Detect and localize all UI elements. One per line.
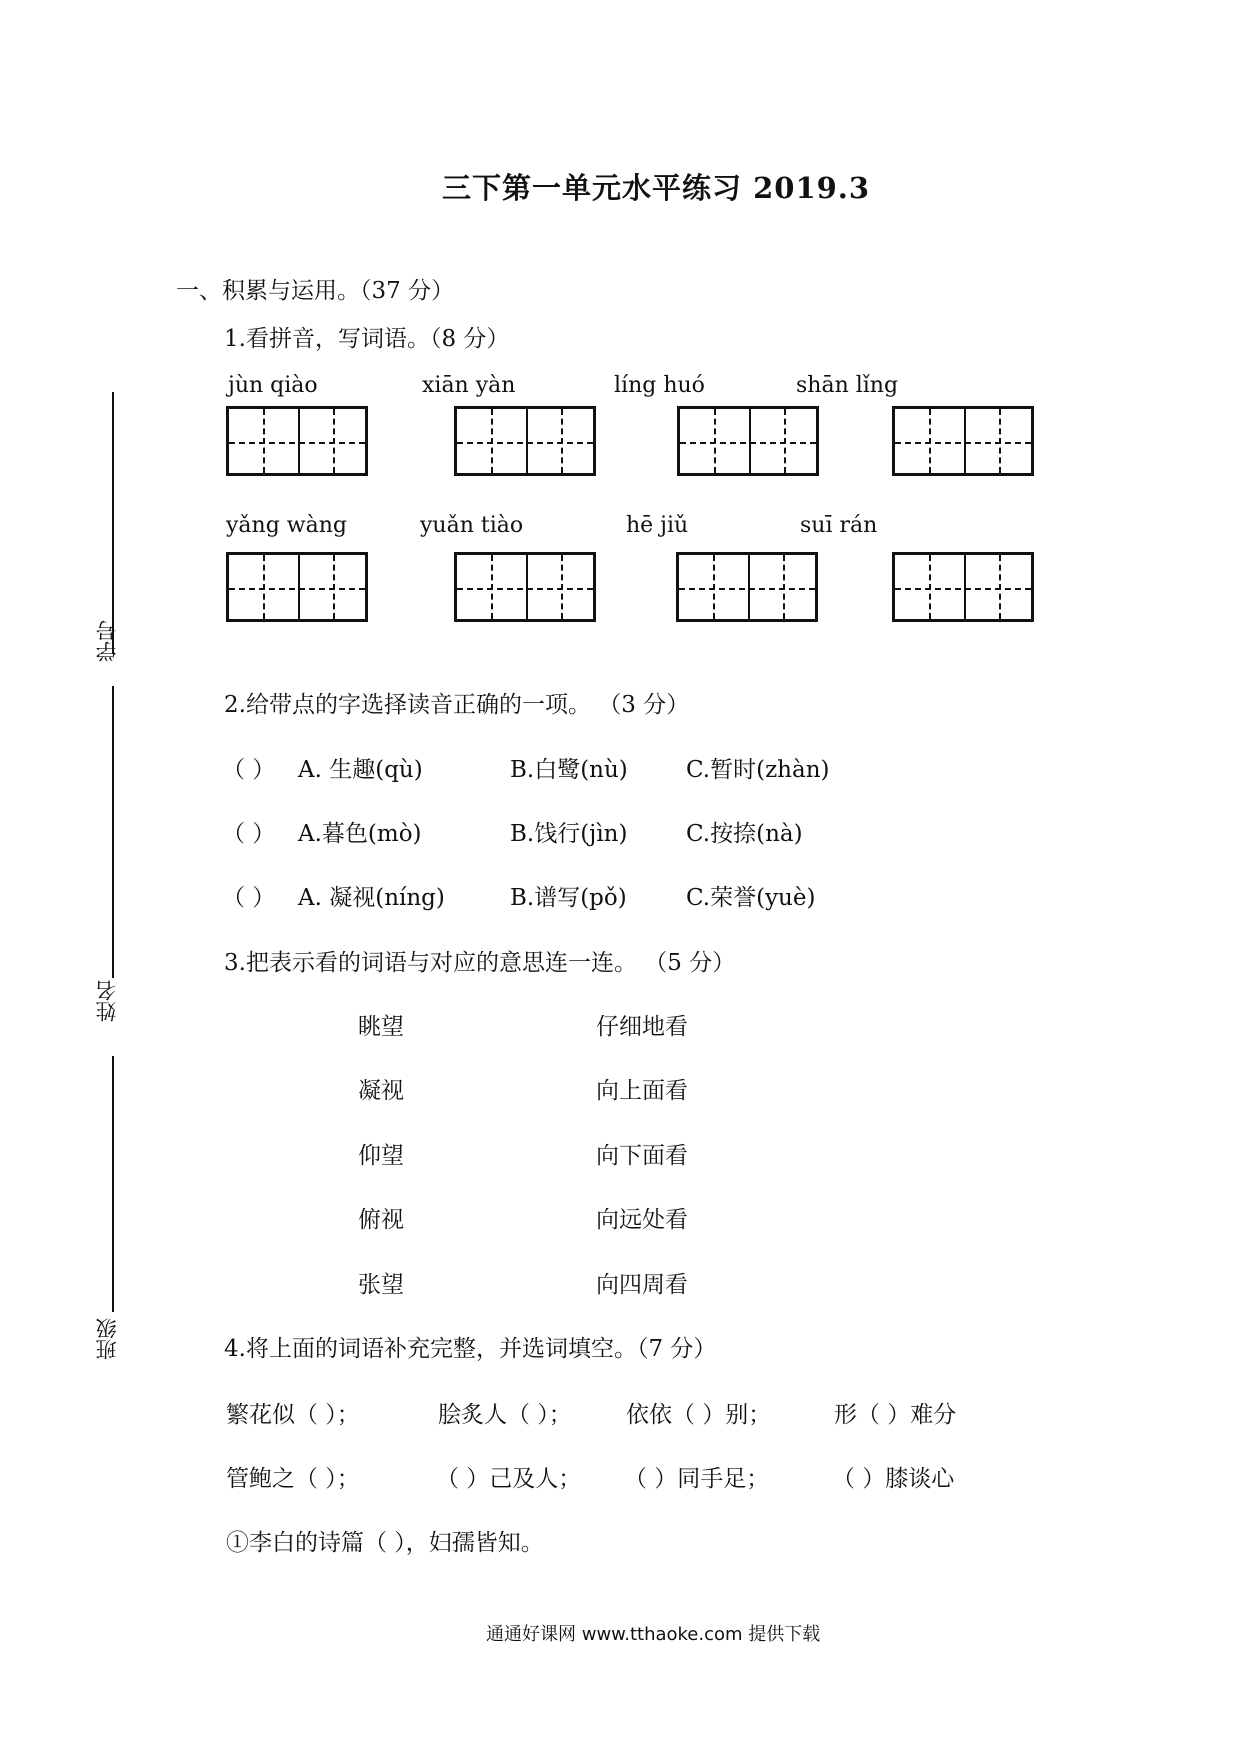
q2-row2-a: A.暮色(mò) <box>298 821 422 847</box>
writing-grid-4[interactable] <box>892 406 1034 476</box>
footer-source: 通通好课网 www.tthaoke.com 提供下载 <box>486 1624 821 1645</box>
pinyin-8: suī rán <box>800 513 878 538</box>
q4-line2-item3[interactable]: （ ）同手足； <box>624 1466 770 1492</box>
q4-line2-item2[interactable]: （ ）己及人； <box>436 1466 582 1492</box>
q2-row3-paren[interactable]: （ ） <box>222 885 276 911</box>
page-title: 三下第一单元水平练习 2019.3 <box>442 171 871 205</box>
pinyin-6: yuǎn tiào <box>420 513 524 538</box>
q2-row3-c: C.荣誉(yuè) <box>686 885 816 911</box>
writing-grid-1[interactable] <box>226 406 368 476</box>
q3-right-1[interactable]: 仔细地看 <box>596 1014 688 1040</box>
writing-grid-6[interactable] <box>454 552 596 622</box>
q3-left-1[interactable]: 眺望 <box>358 1014 404 1040</box>
writing-grid-5[interactable] <box>226 552 368 622</box>
q4-title: 4.将上面的词语补充完整，并选词填空。（7 分） <box>224 1336 717 1362</box>
q1-title: 1.看拼音，写词语。（8 分） <box>224 326 510 352</box>
pinyin-5: yǎng wàng <box>226 513 347 538</box>
q4-line1-item4[interactable]: 形（ ）难分 <box>834 1402 957 1428</box>
writing-grid-2[interactable] <box>454 406 596 476</box>
label-banji: 班级 <box>95 1318 119 1360</box>
q4-fill-sentence[interactable]: ①李白的诗篇（ ），妇孺皆知。 <box>226 1530 544 1556</box>
q4-line1-item1[interactable]: 繁花似（ ）； <box>226 1402 360 1428</box>
q2-row3-b: B.谱写(pǒ) <box>510 885 627 911</box>
q4-line2-item4[interactable]: （ ）膝谈心 <box>832 1466 955 1492</box>
q2-row3-a: A. 凝视(níng) <box>298 885 445 911</box>
q4-line1-item2[interactable]: 脍炙人（ ）； <box>438 1402 572 1428</box>
pinyin-3: líng huó <box>614 373 705 398</box>
q2-row1-b: B.白鹭(nù) <box>510 757 628 783</box>
pinyin-1: jùn qiào <box>228 373 318 398</box>
section-heading: 一、积累与运用。（37 分） <box>176 278 455 304</box>
q2-row1-a: A. 生趣(qù) <box>298 757 423 783</box>
q3-right-4[interactable]: 向远处看 <box>596 1207 688 1233</box>
q2-row2-c: C.按捺(nà) <box>686 821 803 847</box>
writing-grid-7[interactable] <box>676 552 818 622</box>
q3-left-5[interactable]: 张望 <box>358 1272 404 1298</box>
pinyin-4: shān lǐng <box>796 373 899 398</box>
binding-line-top <box>112 392 114 654</box>
q2-title: 2.给带点的字选择读音正确的一项。 （3 分） <box>224 692 690 718</box>
q4-line1-item3[interactable]: 依依（ ）别； <box>626 1402 772 1428</box>
q3-left-3[interactable]: 仰望 <box>358 1143 404 1169</box>
q3-right-5[interactable]: 向四周看 <box>596 1272 688 1298</box>
q2-row2-paren[interactable]: （ ） <box>222 821 276 847</box>
pinyin-7: hē jiǔ <box>626 513 689 538</box>
writing-grid-8[interactable] <box>892 552 1034 622</box>
binding-line-mid <box>112 686 114 978</box>
q2-row2-b: B.饯行(jìn) <box>510 821 628 847</box>
label-xuehao: 学号 <box>95 620 119 662</box>
writing-grid-3[interactable] <box>677 406 819 476</box>
q4-line2-item1[interactable]: 管鲍之（ ）； <box>226 1466 360 1492</box>
q2-row1-paren[interactable]: （ ） <box>222 757 276 783</box>
q3-left-2[interactable]: 凝视 <box>358 1078 404 1104</box>
label-xingming: 姓名 <box>95 980 119 1022</box>
q3-right-3[interactable]: 向下面看 <box>596 1143 688 1169</box>
q3-left-4[interactable]: 俯视 <box>358 1207 404 1233</box>
pinyin-2: xiān yàn <box>422 373 516 398</box>
q3-title: 3.把表示看的词语与对应的意思连一连。 （5 分） <box>224 950 736 976</box>
binding-line-bottom <box>112 1056 114 1312</box>
q3-right-2[interactable]: 向上面看 <box>596 1078 688 1104</box>
q2-row1-c: C.暂时(zhàn) <box>686 757 830 783</box>
